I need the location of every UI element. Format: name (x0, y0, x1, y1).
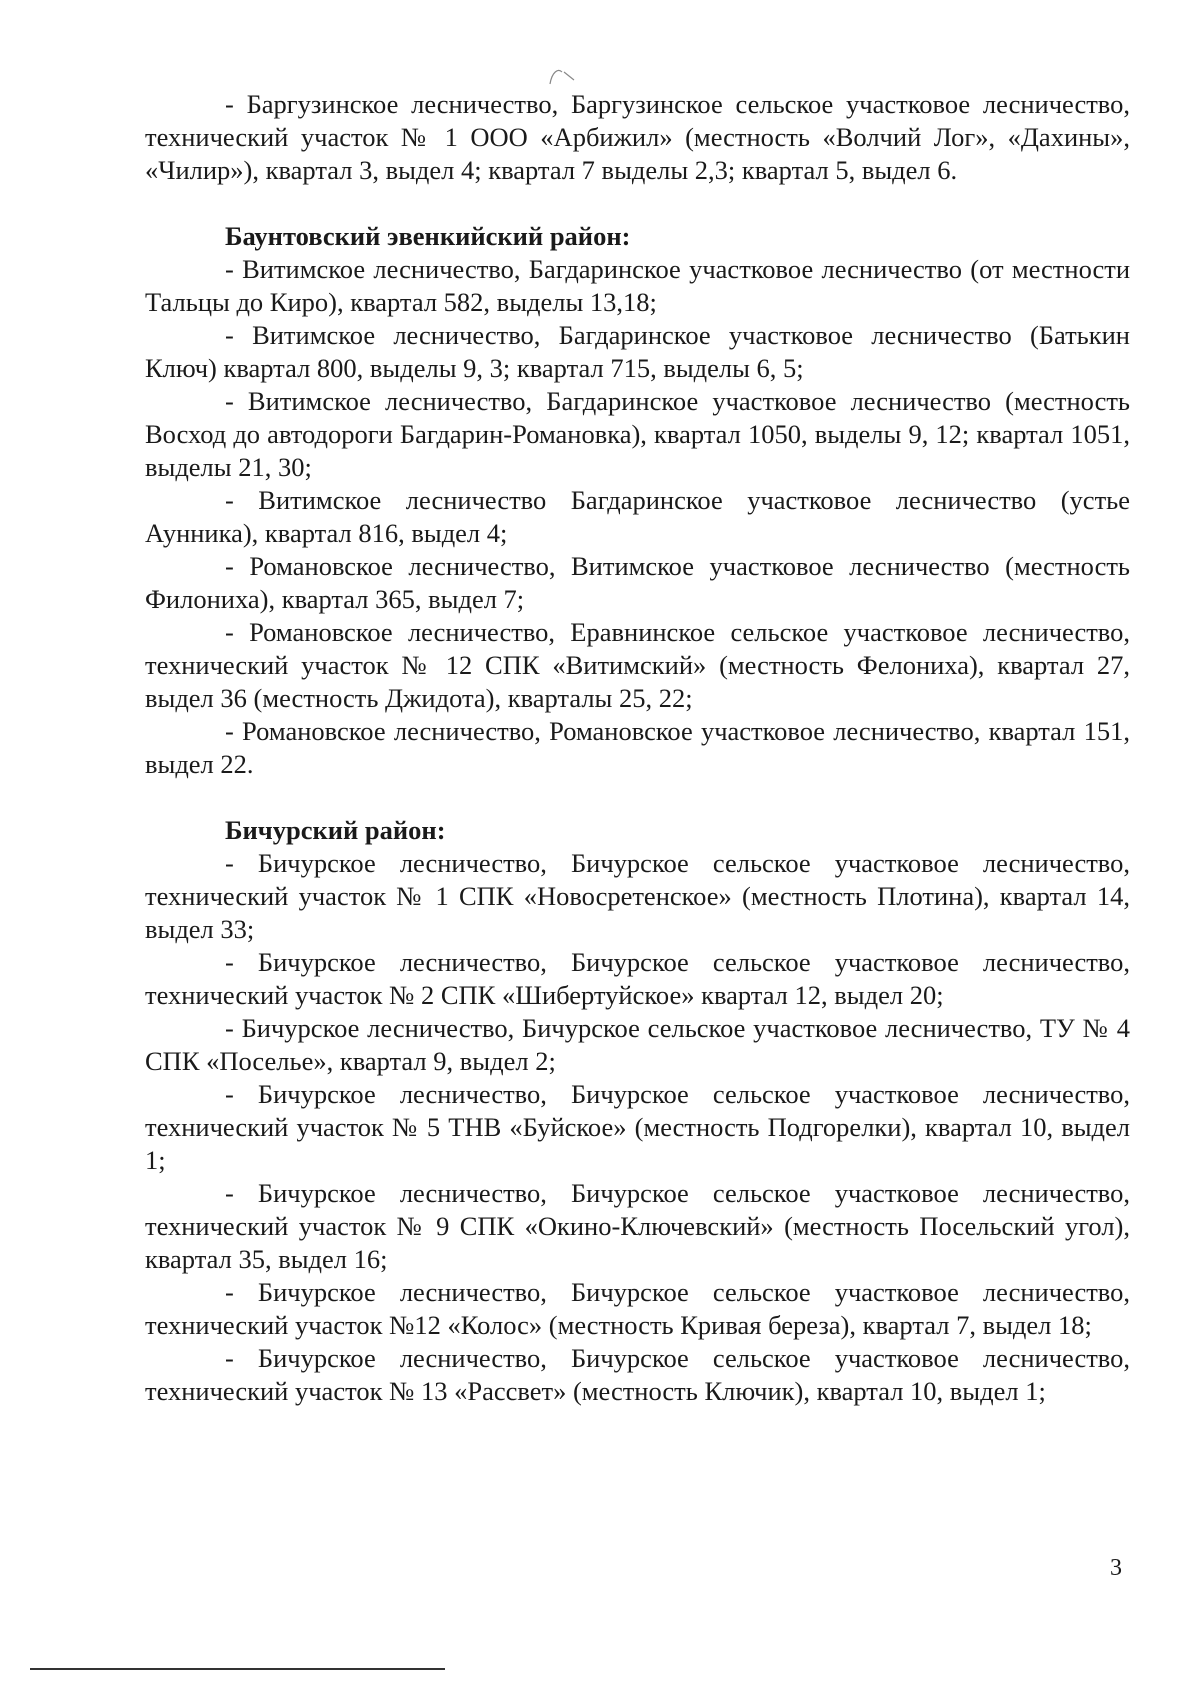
scan-artifact-mark (548, 66, 576, 86)
list-item: - Бичурское лесничество, Бичурское сельское участковое лесничество, технический участок №12 «Колос» (местность Кривая береза), квартал 7, выдел 18; (145, 1277, 1130, 1340)
list-item: - Бичурское лесничество, Бичурское сельское участковое лесничество, технический участок № 2 СПК «Шибертуйское» квартал 12, выдел 20; (145, 947, 1130, 1010)
spacer (145, 781, 1130, 814)
bauntovsky-section (145, 220, 1130, 781)
barguzin-paragraph: - Баргузинское лесничество, Баргузинское сельское участковое лесничество, технический участок № 1 ООО «Арбижил» (местность «Волчий Лог», «Дахины», «Чилир»), квартал 3, выдел 4; квартал 7 выделы 2,3; квартал 5, выдел 6. (145, 89, 1130, 185)
list-item: - Романовское лесничество, Романовское участковое лесничество, квартал 151, выдел 22. (145, 716, 1130, 779)
page-number: 3 (1110, 1555, 1122, 1581)
list-item: - Бичурское лесничество, Бичурское сельское участковое лесничество, технический участок № 1 СПК «Новосретенское» (местность Плотина), квартал 14, выдел 33; (145, 848, 1130, 944)
bauntovsky-heading: Баунтовский эвенкийский район: (225, 221, 631, 251)
list-item: - Бичурское лесничество, Бичурское сельское участковое лесничество, ТУ № 4 СПК «Поселье», квартал 9, выдел 2; (145, 1013, 1130, 1076)
bichursky-section (145, 814, 1130, 1408)
list-item: - Витимское лесничество Багдаринское участковое лесничество (устье Аунника), квартал 816, выдел 4; (145, 485, 1130, 548)
bichursky-heading: Бичурский район: (225, 815, 446, 845)
list-item: - Витимское лесничество, Багдаринское участковое лесничество (от местности Тальцы до Киро), квартал 582, выделы 13,18; (145, 254, 1130, 317)
list-item: - Бичурское лесничество, Бичурское сельское участковое лесничество, технический участок № 13 «Рассвет» (местность Ключик), квартал 10, выдел 1; (145, 1343, 1130, 1406)
spacer (145, 187, 1130, 220)
list-item: - Бичурское лесничество, Бичурское сельское участковое лесничество, технический участок № 9 СПК «Окино-Ключевский» (местность Посельский угол), квартал 35, выдел 16; (145, 1178, 1130, 1274)
list-item: - Романовское лесничество, Еравнинское сельское участковое лесничество, технический участок № 12 СПК «Витимский» (местность Фелониха), квартал 27, выдел 36 (местность Джидота), кварталы 25, 22; (145, 617, 1130, 713)
list-item: - Бичурское лесничество, Бичурское сельское участковое лесничество, технический участок № 5 ТНВ «Буйское» (местность Подгорелки), квартал 10, выдел 1; (145, 1079, 1130, 1175)
document-body (145, 88, 1130, 1408)
list-item: - Витимское лесничество, Багдаринское участковое лесничество (местность Восход до автодороги Багдарин-Романовка), квартал 1050, выделы 9, 12; квартал 1051, выделы 21, 30; (145, 386, 1130, 482)
list-item: - Романовское лесничество, Витимское участковое лесничество (местность Филониха), квартал 365, выдел 7; (145, 551, 1130, 614)
list-item: - Витимское лесничество, Багдаринское участковое лесничество (Батькин Ключ) квартал 800, выделы 9, 3; квартал 715, выделы 6, 5; (145, 320, 1130, 383)
footnote-divider (30, 1668, 445, 1670)
